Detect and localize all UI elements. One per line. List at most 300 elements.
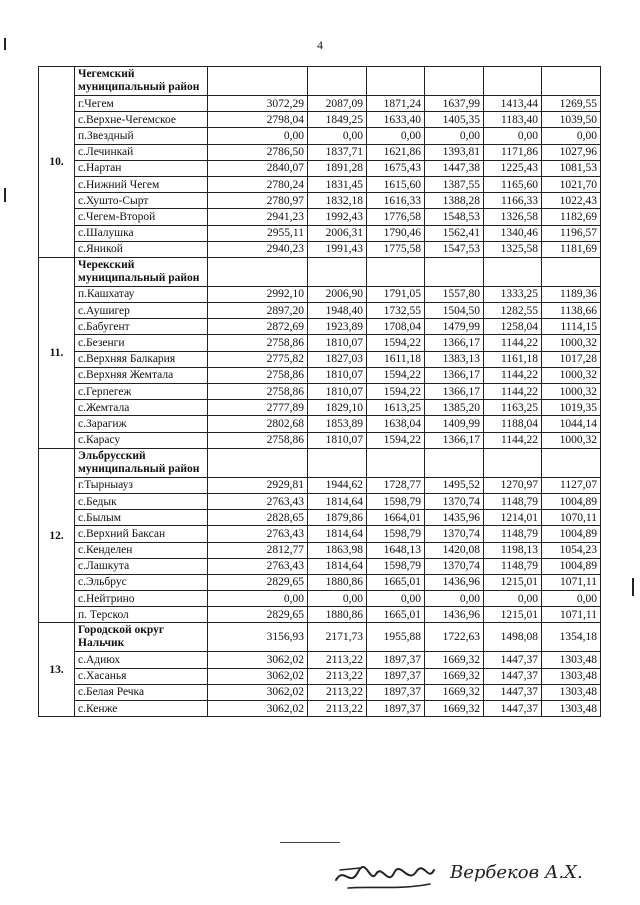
value-cell: 1791,05: [367, 286, 425, 302]
settlement-name: с.Аушигер: [75, 303, 208, 319]
value-cell: 1000,32: [542, 384, 601, 400]
table-row: [39, 112, 601, 128]
value-cell: 1814,64: [308, 558, 367, 574]
settlement-name: с.Верхняя Жемтала: [75, 367, 208, 383]
value-cell: 1615,60: [367, 176, 425, 192]
value-cell: 2955,11: [208, 225, 308, 241]
value-cell: 1594,22: [367, 384, 425, 400]
value-cell: 1019,35: [542, 400, 601, 416]
value-cell: 2812,77: [208, 542, 308, 558]
table-row: [39, 416, 601, 432]
value-cell: 1004,89: [542, 526, 601, 542]
value-cell: 1021,70: [542, 176, 601, 192]
value-cell: 0,00: [208, 128, 308, 144]
settlement-name: с.Верхняя Балкария: [75, 351, 208, 367]
settlement-name: с.Герпегеж: [75, 384, 208, 400]
value-cell: 1665,01: [367, 607, 425, 623]
group-number: 10.: [39, 67, 75, 258]
value-cell: 1370,74: [425, 526, 484, 542]
table-row: [39, 684, 601, 700]
table-row: [39, 128, 601, 144]
value-cell: 1548,53: [425, 209, 484, 225]
group-number: 11.: [39, 257, 75, 448]
table-row: [39, 209, 601, 225]
value-cell: 2113,22: [308, 701, 367, 717]
group-value-cell: [208, 448, 308, 477]
settlement-name: с.Зарагиж: [75, 416, 208, 432]
settlement-name: с.Кенделен: [75, 542, 208, 558]
value-cell: 2006,31: [308, 225, 367, 241]
settlement-name: г.Чегем: [75, 96, 208, 112]
value-cell: 2763,43: [208, 526, 308, 542]
value-cell: 1366,17: [425, 384, 484, 400]
value-cell: 1436,96: [425, 574, 484, 590]
value-cell: 1790,46: [367, 225, 425, 241]
value-cell: 1447,38: [425, 160, 484, 176]
value-cell: 1333,25: [484, 286, 542, 302]
settlement-name: с.Хушто-Сырт: [75, 193, 208, 209]
group-value-cell: [308, 448, 367, 477]
value-cell: 1405,35: [425, 112, 484, 128]
settlement-name: г.Тырныауз: [75, 477, 208, 493]
value-cell: 1409,99: [425, 416, 484, 432]
value-cell: 1387,55: [425, 176, 484, 192]
value-cell: 1814,64: [308, 526, 367, 542]
value-cell: 1138,66: [542, 303, 601, 319]
value-cell: 1004,89: [542, 558, 601, 574]
value-cell: 0,00: [484, 591, 542, 607]
value-cell: 1728,77: [367, 477, 425, 493]
group-value-cell: 2171,73: [308, 623, 367, 652]
value-cell: 1325,58: [484, 241, 542, 257]
value-cell: 1837,71: [308, 144, 367, 160]
value-cell: 1897,37: [367, 684, 425, 700]
value-cell: 1189,36: [542, 286, 601, 302]
value-cell: 2758,86: [208, 335, 308, 351]
table-row: [39, 591, 601, 607]
group-title: Чегемский муниципальный район: [75, 67, 208, 96]
value-cell: 1198,13: [484, 542, 542, 558]
value-cell: 1000,32: [542, 432, 601, 448]
value-cell: 1669,32: [425, 668, 484, 684]
value-cell: 1829,10: [308, 400, 367, 416]
value-cell: 1039,50: [542, 112, 601, 128]
group-value-cell: [208, 257, 308, 286]
table-row: [39, 607, 601, 623]
value-cell: 3072,29: [208, 96, 308, 112]
table-row: [39, 303, 601, 319]
table-row: [39, 510, 601, 526]
value-cell: 2829,65: [208, 574, 308, 590]
value-cell: 1598,79: [367, 558, 425, 574]
value-cell: 1621,86: [367, 144, 425, 160]
value-cell: 2780,24: [208, 176, 308, 192]
value-cell: 1504,50: [425, 303, 484, 319]
value-cell: 0,00: [367, 128, 425, 144]
value-cell: 1303,48: [542, 684, 601, 700]
table-row: [39, 542, 601, 558]
table-row: [39, 384, 601, 400]
value-cell: 1557,80: [425, 286, 484, 302]
value-cell: 2113,22: [308, 684, 367, 700]
settlement-name: с.Верхне-Чегемское: [75, 112, 208, 128]
value-cell: 1637,99: [425, 96, 484, 112]
group-title: Эльбрусский муниципальный район: [75, 448, 208, 477]
group-value-cell: 3156,93: [208, 623, 308, 652]
group-value-cell: [484, 67, 542, 96]
table-row: [39, 319, 601, 335]
value-cell: 1413,44: [484, 96, 542, 112]
settlement-name: п. Терскол: [75, 607, 208, 623]
settlement-name: с.Кенже: [75, 701, 208, 717]
margin-mark: [4, 38, 6, 50]
value-cell: 1849,25: [308, 112, 367, 128]
value-cell: 0,00: [308, 128, 367, 144]
value-cell: 2840,07: [208, 160, 308, 176]
value-cell: 1269,55: [542, 96, 601, 112]
table-row: [39, 432, 601, 448]
value-cell: 1081,53: [542, 160, 601, 176]
value-cell: 1853,89: [308, 416, 367, 432]
settlement-name: с.Нижний Чегем: [75, 176, 208, 192]
value-cell: 2992,10: [208, 286, 308, 302]
group-value-cell: [367, 257, 425, 286]
value-cell: 2758,86: [208, 367, 308, 383]
value-cell: 1879,86: [308, 510, 367, 526]
table-row: [39, 477, 601, 493]
table-row: [39, 351, 601, 367]
value-cell: 1897,37: [367, 652, 425, 668]
value-cell: 2786,50: [208, 144, 308, 160]
value-cell: 1027,96: [542, 144, 601, 160]
value-cell: 1340,46: [484, 225, 542, 241]
table-body: [39, 67, 601, 717]
value-cell: 1148,79: [484, 558, 542, 574]
value-cell: 1594,22: [367, 335, 425, 351]
value-cell: 1547,53: [425, 241, 484, 257]
value-cell: 2113,22: [308, 652, 367, 668]
settlement-name: с.Нейтрино: [75, 591, 208, 607]
value-cell: 1776,58: [367, 209, 425, 225]
value-cell: 1669,32: [425, 652, 484, 668]
value-cell: 3062,02: [208, 668, 308, 684]
table-row: [39, 367, 601, 383]
settlement-name: с.Жемтала: [75, 400, 208, 416]
value-cell: 3062,02: [208, 684, 308, 700]
value-cell: 1944,62: [308, 477, 367, 493]
signer-name: Вербеков А.Х.: [450, 862, 583, 883]
value-cell: 1181,69: [542, 241, 601, 257]
group-value-cell: [484, 257, 542, 286]
group-value-cell: [308, 257, 367, 286]
value-cell: 1732,55: [367, 303, 425, 319]
value-cell: 1447,37: [484, 684, 542, 700]
value-cell: 3062,02: [208, 701, 308, 717]
value-cell: 1004,89: [542, 493, 601, 509]
value-cell: 0,00: [308, 591, 367, 607]
settlement-name: с.Былым: [75, 510, 208, 526]
value-cell: 1669,32: [425, 701, 484, 717]
group-number: 12.: [39, 448, 75, 623]
value-cell: 0,00: [484, 128, 542, 144]
value-cell: 0,00: [367, 591, 425, 607]
value-cell: 1370,74: [425, 558, 484, 574]
value-cell: 1633,40: [367, 112, 425, 128]
value-cell: 1810,07: [308, 335, 367, 351]
value-cell: 1388,28: [425, 193, 484, 209]
group-value-cell: [542, 448, 601, 477]
group-title: Городской округ Нальчик: [75, 623, 208, 652]
group-title: Черекский муниципальный район: [75, 257, 208, 286]
group-number: 13.: [39, 623, 75, 717]
value-cell: 1810,07: [308, 384, 367, 400]
settlement-name: с.Белая Речка: [75, 684, 208, 700]
group-value-cell: [484, 448, 542, 477]
value-cell: 2780,97: [208, 193, 308, 209]
value-cell: 1897,37: [367, 701, 425, 717]
table-row: [39, 668, 601, 684]
table-row: [39, 225, 601, 241]
value-cell: 1127,07: [542, 477, 601, 493]
group-value-cell: [425, 257, 484, 286]
table-row: [39, 160, 601, 176]
value-cell: 1863,98: [308, 542, 367, 558]
value-cell: 1144,22: [484, 367, 542, 383]
table-row: [39, 558, 601, 574]
value-cell: 1166,33: [484, 193, 542, 209]
value-cell: 1188,04: [484, 416, 542, 432]
table-row: [39, 176, 601, 192]
value-cell: 1495,52: [425, 477, 484, 493]
value-cell: 2829,65: [208, 607, 308, 623]
value-cell: 1326,58: [484, 209, 542, 225]
value-cell: 1664,01: [367, 510, 425, 526]
value-cell: 1814,64: [308, 493, 367, 509]
margin-mark: [632, 578, 634, 596]
value-cell: 2113,22: [308, 668, 367, 684]
settlement-name: с.Яникой: [75, 241, 208, 257]
value-cell: 1171,86: [484, 144, 542, 160]
value-cell: 1144,22: [484, 432, 542, 448]
group-value-cell: [425, 448, 484, 477]
value-cell: 0,00: [425, 128, 484, 144]
value-cell: 1420,08: [425, 542, 484, 558]
value-cell: 2758,86: [208, 432, 308, 448]
settlement-name: с.Нартан: [75, 160, 208, 176]
value-cell: 1393,81: [425, 144, 484, 160]
value-cell: 1270,97: [484, 477, 542, 493]
value-cell: 1810,07: [308, 432, 367, 448]
value-cell: 1991,43: [308, 241, 367, 257]
value-cell: 1675,43: [367, 160, 425, 176]
value-cell: 2940,23: [208, 241, 308, 257]
value-cell: 0,00: [542, 591, 601, 607]
handwritten-signature: [330, 858, 440, 894]
settlement-name: с.Эльбрус: [75, 574, 208, 590]
settlement-name: с.Чегем-Второй: [75, 209, 208, 225]
settlement-name: с.Бедык: [75, 493, 208, 509]
value-cell: 1303,48: [542, 668, 601, 684]
value-cell: 2758,86: [208, 384, 308, 400]
value-cell: 1616,33: [367, 193, 425, 209]
value-cell: 1366,17: [425, 432, 484, 448]
group-value-cell: 1354,18: [542, 623, 601, 652]
value-cell: 0,00: [542, 128, 601, 144]
value-cell: 1923,89: [308, 319, 367, 335]
value-cell: 1303,48: [542, 701, 601, 717]
value-cell: 1258,04: [484, 319, 542, 335]
value-cell: 1594,22: [367, 367, 425, 383]
value-cell: 2941,23: [208, 209, 308, 225]
table-row: [39, 574, 601, 590]
group-value-cell: [308, 67, 367, 96]
value-cell: 2798,04: [208, 112, 308, 128]
value-cell: 1366,17: [425, 335, 484, 351]
value-cell: 1447,37: [484, 701, 542, 717]
value-cell: 1196,57: [542, 225, 601, 241]
value-cell: 1831,45: [308, 176, 367, 192]
group-value-cell: [367, 448, 425, 477]
value-cell: 1163,25: [484, 400, 542, 416]
group-row: [39, 448, 601, 477]
group-value-cell: [542, 257, 601, 286]
value-cell: 1611,18: [367, 351, 425, 367]
table-row: [39, 144, 601, 160]
value-cell: 1071,11: [542, 574, 601, 590]
value-cell: 1810,07: [308, 367, 367, 383]
value-cell: 1669,32: [425, 684, 484, 700]
value-cell: 1044,14: [542, 416, 601, 432]
settlement-name: с.Верхний Баксан: [75, 526, 208, 542]
group-value-cell: [367, 67, 425, 96]
group-row: [39, 257, 601, 286]
table-row: [39, 193, 601, 209]
value-cell: 1880,86: [308, 574, 367, 590]
value-cell: 1648,13: [367, 542, 425, 558]
value-cell: 1148,79: [484, 526, 542, 542]
value-cell: 1436,96: [425, 607, 484, 623]
value-cell: 1948,40: [308, 303, 367, 319]
value-cell: 1385,20: [425, 400, 484, 416]
value-cell: 1708,04: [367, 319, 425, 335]
value-cell: 1165,60: [484, 176, 542, 192]
value-cell: 0,00: [425, 591, 484, 607]
table-row: [39, 652, 601, 668]
value-cell: 1880,86: [308, 607, 367, 623]
value-cell: 2802,68: [208, 416, 308, 432]
value-cell: 2828,65: [208, 510, 308, 526]
value-cell: 1148,79: [484, 493, 542, 509]
value-cell: 1071,11: [542, 607, 601, 623]
value-cell: 2872,69: [208, 319, 308, 335]
settlement-name: с.Шалушка: [75, 225, 208, 241]
value-cell: 1054,23: [542, 542, 601, 558]
footer-line: [280, 842, 340, 843]
value-cell: 2777,89: [208, 400, 308, 416]
settlement-name: п.Звездный: [75, 128, 208, 144]
value-cell: 1303,48: [542, 652, 601, 668]
value-cell: 1638,04: [367, 416, 425, 432]
value-cell: 2763,43: [208, 558, 308, 574]
value-cell: 0,00: [208, 591, 308, 607]
value-cell: 1598,79: [367, 493, 425, 509]
settlement-name: с.Бабугент: [75, 319, 208, 335]
rates-table: [38, 66, 601, 717]
value-cell: 1000,32: [542, 335, 601, 351]
table-row: [39, 493, 601, 509]
value-cell: 1114,15: [542, 319, 601, 335]
value-cell: 1215,01: [484, 607, 542, 623]
value-cell: 2006,90: [308, 286, 367, 302]
value-cell: 2087,09: [308, 96, 367, 112]
table-row: [39, 286, 601, 302]
value-cell: 3062,02: [208, 652, 308, 668]
value-cell: 1225,43: [484, 160, 542, 176]
settlement-name: п.Кашхатау: [75, 286, 208, 302]
value-cell: 1070,11: [542, 510, 601, 526]
table-row: [39, 96, 601, 112]
group-value-cell: 1955,88: [367, 623, 425, 652]
value-cell: 2929,81: [208, 477, 308, 493]
value-cell: 1775,58: [367, 241, 425, 257]
value-cell: 1562,41: [425, 225, 484, 241]
table-row: [39, 701, 601, 717]
value-cell: 1598,79: [367, 526, 425, 542]
table-row: [39, 526, 601, 542]
group-value-cell: [208, 67, 308, 96]
page-number: 4: [317, 38, 323, 52]
settlement-name: с.Безенги: [75, 335, 208, 351]
value-cell: 1161,18: [484, 351, 542, 367]
value-cell: 1215,01: [484, 574, 542, 590]
group-value-cell: 1498,08: [484, 623, 542, 652]
value-cell: 1282,55: [484, 303, 542, 319]
settlement-name: с.Лашкута: [75, 558, 208, 574]
value-cell: 1871,24: [367, 96, 425, 112]
value-cell: 2897,20: [208, 303, 308, 319]
settlement-name: с.Хасанья: [75, 668, 208, 684]
group-row: [39, 623, 601, 652]
settlement-name: с.Адиюх: [75, 652, 208, 668]
value-cell: 1832,18: [308, 193, 367, 209]
value-cell: 1447,37: [484, 652, 542, 668]
table-row: [39, 400, 601, 416]
value-cell: 2763,43: [208, 493, 308, 509]
value-cell: 1370,74: [425, 493, 484, 509]
value-cell: 1144,22: [484, 335, 542, 351]
margin-mark: [4, 188, 6, 202]
value-cell: 1891,28: [308, 160, 367, 176]
table-row: [39, 335, 601, 351]
group-value-cell: [542, 67, 601, 96]
group-value-cell: 1722,63: [425, 623, 484, 652]
value-cell: 1000,32: [542, 367, 601, 383]
value-cell: 1897,37: [367, 668, 425, 684]
value-cell: 2775,82: [208, 351, 308, 367]
value-cell: 1665,01: [367, 574, 425, 590]
group-value-cell: [425, 67, 484, 96]
value-cell: 1017,28: [542, 351, 601, 367]
value-cell: 1214,01: [484, 510, 542, 526]
value-cell: 1183,40: [484, 112, 542, 128]
value-cell: 1383,13: [425, 351, 484, 367]
value-cell: 1594,22: [367, 432, 425, 448]
value-cell: 1144,22: [484, 384, 542, 400]
value-cell: 1447,37: [484, 668, 542, 684]
group-row: [39, 67, 601, 96]
value-cell: 1366,17: [425, 367, 484, 383]
value-cell: 1992,43: [308, 209, 367, 225]
